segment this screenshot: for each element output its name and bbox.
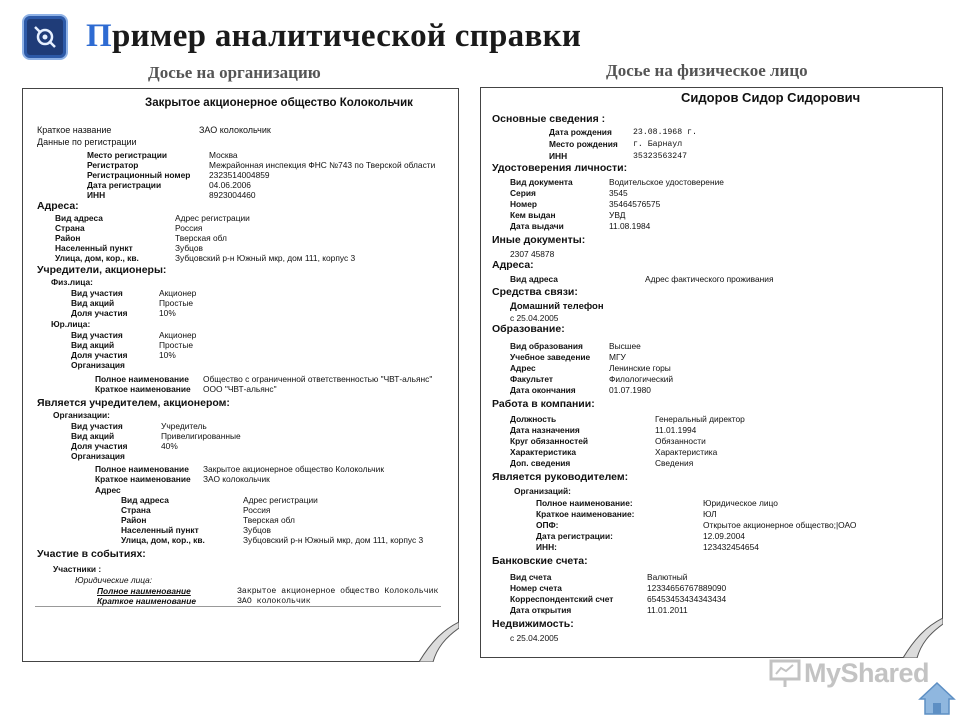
org-address-key: Вид адреса — [55, 213, 103, 223]
person-bank-key: Номер счета — [510, 583, 562, 593]
org-founder-value: Учредитель — [161, 421, 207, 431]
person-edu-value: Высшее — [609, 341, 641, 351]
person-edu-key: Адрес — [510, 363, 536, 373]
org-reg-value: 8923004460 — [209, 190, 256, 200]
person-bank-value: Валютный — [647, 572, 688, 582]
person-basic-heading: Основные сведения : — [492, 113, 606, 125]
person-dossier-page — [480, 87, 943, 658]
org-founder-value: 40% — [161, 441, 178, 451]
person-work-heading: Работа в компании: — [492, 398, 595, 410]
org-founder-org-value: ЗАО колокольчик — [203, 474, 270, 484]
org-address-value: Россия — [175, 223, 203, 233]
slide-title — [86, 18, 581, 55]
org-address-value: Зубцовский р-н Южный мкр, дом 111, корпус 3 — [175, 253, 356, 263]
home-icon[interactable] — [918, 680, 956, 716]
org-reg-key: Дата регистрации — [87, 180, 162, 190]
person-id-value: 11.08.1984 — [609, 221, 651, 231]
person-id-key: Серия — [510, 188, 536, 198]
org-phys-key: Вид акций — [71, 298, 115, 308]
org-event-value: Закрытое акционерное общество Колокольчик — [237, 587, 439, 596]
org-addr2-key: Страна — [121, 505, 151, 515]
person-bank-value: 12334656767889090 — [647, 583, 727, 593]
person-realty-heading: Недвижимость: — [492, 618, 574, 630]
person-basic-value: г. Барнаул — [633, 140, 683, 149]
org-addr2-label: Адрес — [95, 485, 121, 495]
person-work-key: Характеристика — [510, 447, 576, 457]
person-phone-value: с 25.04.2005 — [510, 313, 559, 323]
org-addr2-key: Населенный пункт — [121, 525, 199, 535]
org-address-heading: Адреса: — [37, 200, 79, 212]
person-address-key: Вид адреса — [510, 274, 558, 284]
org-address-key: Страна — [55, 223, 85, 233]
org-jur-value: Акционер — [159, 330, 197, 340]
person-id-value: УВД — [609, 210, 626, 220]
person-id-key: Кем выдан — [510, 210, 556, 220]
org-founders-heading: Учредители, акционеры: — [37, 264, 167, 276]
person-head-value: Открытое акционерное общество;|ОАО — [703, 520, 857, 530]
org-founder-org-key: Полное наименование — [95, 464, 189, 474]
org-jur-org-key: Краткое наименование — [95, 384, 191, 394]
org-founder-value: Привелигированные — [161, 431, 241, 441]
person-head-value: ЮЛ — [703, 509, 717, 519]
org-addr2-value: Россия — [243, 505, 271, 515]
org-address-value: Зубцов — [175, 243, 203, 253]
subtitle-organization: Досье на организацию — [148, 63, 321, 82]
org-founder-key: Вид акций — [71, 431, 115, 441]
person-work-key: Круг обязанностей — [510, 436, 589, 446]
person-work-key: Доп. сведения — [510, 458, 571, 468]
slide-title-rest: ример аналитической справки — [111, 18, 582, 54]
org-phys-key: Доля участия — [71, 308, 128, 318]
slide-title-first-letter: П — [86, 18, 112, 54]
page-curl-icon — [419, 622, 459, 662]
person-work-key: Должность — [510, 414, 557, 424]
org-reg-value: Москва — [209, 150, 238, 160]
person-basic-key: ИНН — [549, 151, 568, 161]
person-work-value: Характеристика — [655, 447, 718, 457]
org-short-name-value: ЗАО колокольчик — [199, 125, 271, 135]
page-curl-icon — [903, 618, 943, 658]
person-id-heading: Удостоверения личности: — [492, 162, 628, 174]
org-jur-org-key: Полное наименование — [95, 374, 189, 384]
person-work-value: Обязанности — [655, 436, 706, 446]
person-head-orgs-label: Организаций: — [514, 486, 571, 496]
org-event-key: Полное наименование — [97, 586, 191, 596]
org-reg-key: Регистратор — [87, 160, 139, 170]
org-jur-label: Юр.лица: — [51, 319, 91, 329]
org-founder-org-key: Краткое наименование — [95, 474, 191, 484]
person-edu-key: Учебное заведение — [510, 352, 591, 362]
person-bank-key: Дата открытия — [510, 605, 572, 615]
org-short-name-label: Краткое название — [37, 125, 112, 135]
person-head-key: Дата регистрации: — [536, 531, 613, 541]
person-edu-value: 01.07.1980 — [609, 385, 651, 395]
org-event-key: Краткое наименование — [97, 596, 197, 606]
org-address-key: Улица, дом, кор., кв. — [55, 253, 139, 263]
person-bank-heading: Банковские счета: — [492, 555, 588, 567]
org-jur-key: Вид акций — [71, 340, 115, 350]
person-id-value: Водительское удостоверение — [609, 177, 724, 187]
org-addr2-value: Тверская обл — [243, 515, 295, 525]
subtitle-person: Досье на физическое лицо — [606, 61, 808, 80]
person-work-key: Дата назначения — [510, 425, 580, 435]
person-bank-key: Вид счета — [510, 572, 552, 582]
person-basic-value: 23.08.1968 г. — [633, 128, 697, 137]
person-head-key: Полное наименование: — [536, 498, 633, 508]
person-work-value: 11.01.1994 — [655, 425, 697, 435]
person-address-value: Адрес фактического проживания — [645, 274, 774, 284]
person-id-value: 3545 — [609, 188, 628, 198]
org-founder-org-label: Организация — [71, 451, 125, 461]
org-orgs-label: Организации: — [53, 410, 110, 420]
person-head-heading: Является руководителем: — [492, 471, 629, 483]
org-jur-org-label: Организация — [71, 360, 125, 370]
org-jur-value: 10% — [159, 350, 176, 360]
person-education-heading: Образование: — [492, 323, 565, 335]
person-head-value: Юридическое лицо — [703, 498, 778, 508]
org-jur-persons-label: Юридические лица: — [75, 575, 153, 585]
person-head-key: ОПФ: — [536, 520, 559, 530]
org-reg-key: ИНН — [87, 190, 106, 200]
person-basic-key: Дата рождения — [549, 127, 612, 137]
org-addr2-key: Вид адреса — [121, 495, 169, 505]
person-head-value: 123432454654 — [703, 542, 759, 552]
person-bank-value: 65453453434343434 — [647, 594, 727, 604]
person-work-value: Генеральный директор — [655, 414, 745, 424]
person-bank-value: 11.01.2011 — [647, 605, 688, 615]
person-contacts-heading: Средства связи: — [492, 286, 578, 298]
org-address-value: Тверская обл — [175, 233, 227, 243]
person-edu-key: Дата окончания — [510, 385, 576, 395]
person-edu-key: Вид образования — [510, 341, 583, 351]
organization-dossier-page — [22, 88, 459, 662]
org-bottom-rule — [35, 606, 441, 607]
person-edu-value: Филологический — [609, 374, 674, 384]
org-addr2-key: Улица, дом, кор., кв. — [121, 535, 205, 545]
person-name: Сидоров Сидор Сидорович — [681, 90, 861, 105]
person-address-heading: Адреса: — [492, 259, 534, 271]
org-reg-key: Место регистрации — [87, 150, 168, 160]
org-founder-key: Доля участия — [71, 441, 128, 451]
person-head-key: Краткое наименование: — [536, 509, 635, 519]
org-jur-org-value: Общество с ограниченной ответственностью "ЧВТ-альянс" — [203, 374, 433, 384]
org-events-heading: Участие в событиях: — [37, 548, 146, 560]
presentation-logo-icon — [22, 14, 68, 60]
org-phys-key: Вид участия — [71, 288, 123, 298]
org-addr2-key: Район — [121, 515, 147, 525]
person-id-key: Номер — [510, 199, 538, 209]
org-addr2-value: Зубцовский р-н Южный мкр, дом 111, корпус 3 — [243, 535, 424, 545]
org-address-value: Адрес регистрации — [175, 213, 250, 223]
org-addr2-value: Зубцов — [243, 525, 271, 535]
person-head-value: 12.09.2004 — [703, 531, 745, 541]
org-title: Закрытое акционерное общество Колокольчик — [145, 97, 413, 109]
org-founder-key: Вид участия — [71, 421, 123, 431]
person-head-key: ИНН: — [536, 542, 557, 552]
org-reg-key: Регистрационный номер — [87, 170, 191, 180]
person-id-value: 35464576575 — [609, 199, 661, 209]
org-reg-value: 04.06.2006 — [209, 180, 251, 190]
person-realty-value: с 25.04.2005 — [510, 633, 559, 643]
person-id-key: Дата выдачи — [510, 221, 564, 231]
org-founder-org-value: Закрытое акционерное общество Колокольчик — [203, 464, 384, 474]
person-bank-key: Корреспондентский счет — [510, 594, 614, 604]
person-other-docs-heading: Иные документы: — [492, 234, 586, 246]
person-work-value: Сведения — [655, 458, 694, 468]
person-edu-value: Ленинские горы — [609, 363, 671, 373]
org-address-key: Населенный пункт — [55, 243, 133, 253]
org-jur-key: Доля участия — [71, 350, 128, 360]
person-basic-key: Место рождения — [549, 139, 618, 149]
presentation-board-icon — [768, 658, 802, 688]
org-addr2-value: Адрес регистрации — [243, 495, 318, 505]
org-jur-org-value: ООО "ЧВТ-альянс" — [203, 384, 277, 394]
org-reg-value: 2323514004859 — [209, 170, 270, 180]
org-registration-label: Данные по регистрации — [37, 137, 137, 147]
org-phys-label: Физ.лица: — [51, 277, 93, 287]
org-phys-value: 10% — [159, 308, 176, 318]
org-jur-key: Вид участия — [71, 330, 123, 340]
org-event-value: ЗАО колокольчик — [237, 597, 311, 606]
watermark-text: MyShared — [804, 658, 930, 688]
person-edu-key: Факультет — [510, 374, 554, 384]
person-other-docs-value: 2307 45878 — [510, 249, 555, 259]
org-participants-label: Участники : — [53, 564, 102, 574]
person-phone-label: Домашний телефон — [510, 301, 604, 312]
person-edu-value: МГУ — [609, 352, 626, 362]
org-is-founder-heading: Является учредителем, акционером: — [37, 397, 230, 409]
person-id-key: Вид документа — [510, 177, 573, 187]
org-phys-value: Акционер — [159, 288, 197, 298]
org-address-key: Район — [55, 233, 81, 243]
person-basic-value: 35323563247 — [633, 152, 688, 161]
org-jur-value: Простые — [159, 340, 194, 350]
org-reg-value: Межрайонная инспекция ФНС №743 по Тверской области — [209, 160, 436, 170]
org-phys-value: Простые — [159, 298, 194, 308]
